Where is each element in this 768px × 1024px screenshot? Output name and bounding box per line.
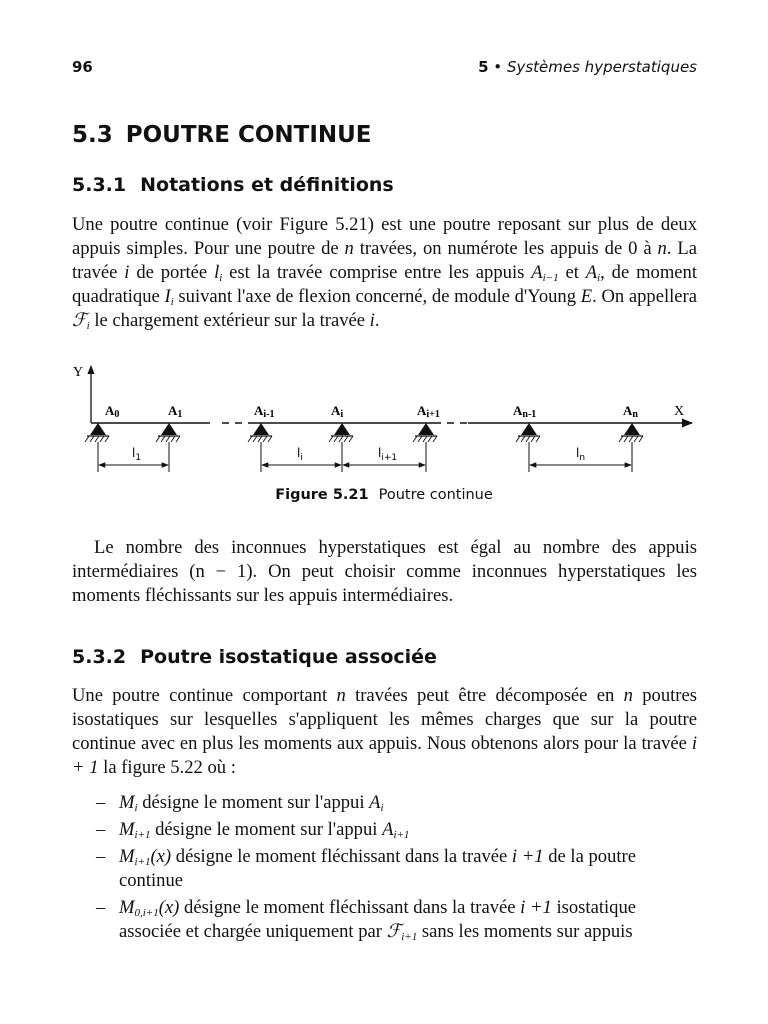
span-label-l1: $l_1$: [132, 446, 142, 463]
support-ai+1: [413, 423, 437, 442]
span-label-li: $l_i$: [297, 446, 303, 463]
list-item: – $M_{0,i+1}(x)$ désigne le moment fléchissant dans la travée i +1 isostatique associée et chargée uniquement par ℱ$_{i+1}$ sans les moments sur appuis: [96, 897, 637, 943]
chapter-title: Systèmes hyperstatiques: [506, 58, 697, 76]
paragraph-isostatic: Une poutre continue comportant n travées peut être décomposée en n poutres isostatiques sur lesquelles s'appliquent les mêmes charges que sur la poutre continue avec en plus les moments aux appuis. Nous obtenons alors pour la travée i + 1 la figure 5.22 où :: [72, 685, 697, 778]
subsection-title-isostatic: [72, 646, 437, 668]
y-axis-label: Y: [73, 365, 84, 380]
page-number: 96: [72, 58, 93, 76]
x-axis-label: X: [674, 404, 685, 419]
span-label-li+1: $l_{i+1}$: [378, 446, 398, 463]
support-label-an-1: An-1: [513, 403, 537, 420]
support-label-a1: A1: [168, 403, 183, 420]
support-ai: [329, 423, 353, 442]
support-label-ai+1: Ai+1: [417, 403, 440, 420]
subsection-title-text: Poutre isostatique associée: [140, 646, 437, 668]
subsection-number: 5.3.2: [72, 646, 127, 668]
section-title: [72, 122, 372, 148]
chapter-separator: •: [493, 58, 503, 76]
support-a1: [156, 423, 180, 442]
figure-caption-text: Poutre continue: [378, 487, 493, 503]
figure-caption: [0, 487, 768, 503]
support-an: [619, 423, 643, 442]
subsection-title-text: Notations et définitions: [140, 174, 394, 196]
paragraph-unknowns: Le nombre des inconnues hyperstatiques est égal au nombre des appuis intermédiaires (n − 1). On peut choisir comme inconnues hyperstatiques les moments fléchissants sur les appuis intermédiaires.: [72, 537, 698, 606]
support-label-ai: Ai: [331, 403, 344, 420]
section-number: 5.3: [72, 122, 113, 148]
list-item: – $M_{i+1}$ désigne le moment sur l'appui $A_{i+1}$: [96, 819, 410, 841]
subsection-title-notations: [72, 174, 394, 196]
paragraph-definitions: Une poutre continue (voir Figure 5.21) est une poutre reposant sur plus de deux appuis simples. Pour une poutre de n travées, on numérote les appuis de 0 à n. La travée i de portée $l_i$ est la travée comprise entre les appuis $A_{i-1}$ et $A_i$, de moment quadratique $I_i$ suivant l'axe de flexion concerné, de module d'Young E. On appellera ℱ$_i$ le chargement extérieur sur la travée i.: [72, 214, 698, 332]
span-label-ln: $l_n$: [576, 446, 586, 463]
support-an-1: [516, 423, 540, 442]
support-ai-1: [248, 423, 272, 442]
support-label-a0: A0: [105, 403, 120, 420]
figure-continuous-beam: [72, 356, 697, 486]
beam-diagram: [72, 356, 697, 486]
list-item: – $M_i$ désigne le moment sur l'appui $A_i$: [96, 792, 384, 814]
section-title-text: POUTRE CONTINUE: [125, 122, 372, 148]
definition-list: [96, 791, 697, 947]
support-a0: [85, 423, 109, 442]
chapter-header: [478, 58, 697, 76]
support-label-an: An: [623, 403, 638, 420]
subsection-number: 5.3.1: [72, 174, 127, 196]
running-head: [72, 58, 697, 82]
chapter-number: 5: [478, 58, 489, 76]
list-item: – $M_{i+1}(x)$ désigne le moment fléchissant dans la travée i +1 de la poutre continue: [96, 846, 636, 891]
support-label-ai-1: Ai-1: [254, 403, 275, 420]
figure-caption-label: Figure 5.21: [275, 487, 369, 503]
